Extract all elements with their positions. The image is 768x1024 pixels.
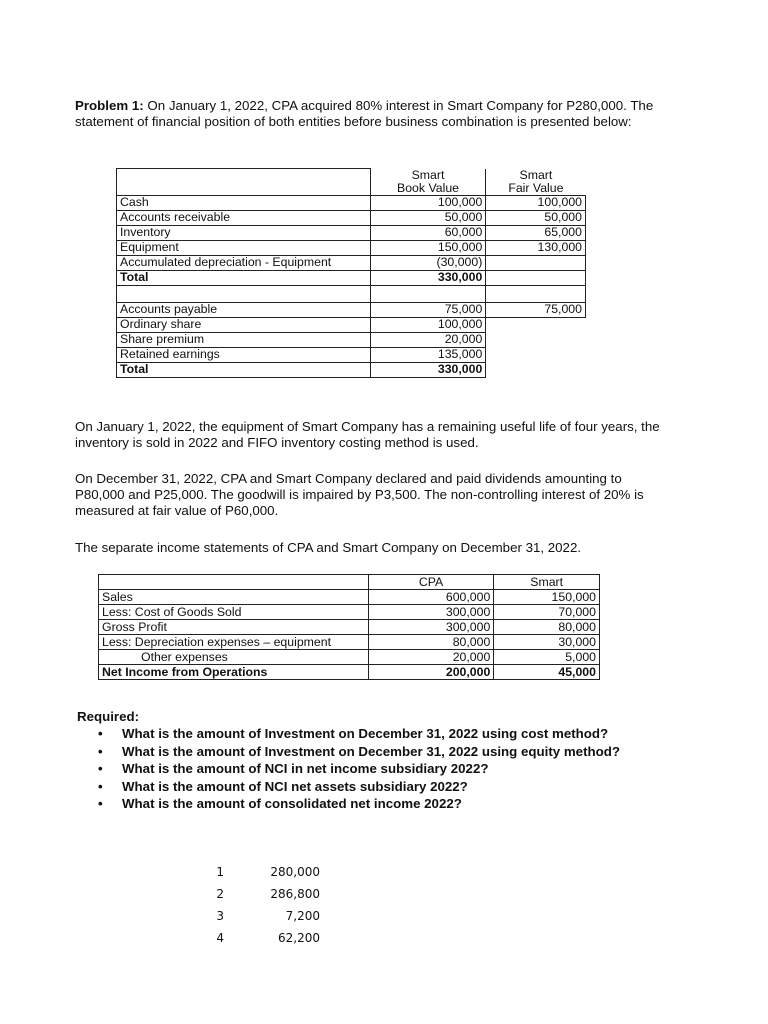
answer-index: 2 <box>216 887 224 901</box>
row-label: Net Income from Operations <box>99 665 369 680</box>
problem-text: On January 1, 2022, CPA acquired 80% interest in Smart Company for P280,000. The statement of financial position of both entities before business combination is presented below: <box>75 98 654 129</box>
answer-row <box>200 909 320 931</box>
cpa-value: 20,000 <box>368 650 494 665</box>
cpa-value: 80,000 <box>368 635 494 650</box>
fair-value: 100,000 <box>486 195 586 210</box>
cpa-value: 300,000 <box>368 605 494 620</box>
fair-value <box>486 317 586 332</box>
smart-value: 70,000 <box>494 605 600 620</box>
list-item: • What is the amount of NCI net assets subsidiary 2022? <box>98 778 620 796</box>
cpa-value: 600,000 <box>368 590 494 605</box>
fair-value: 75,000 <box>486 302 586 317</box>
sfp-header-fair <box>486 169 586 196</box>
book-value: (30,000) <box>370 255 486 270</box>
row-label: Gross Profit <box>99 620 369 635</box>
row-label: Sales <box>99 590 369 605</box>
income-header-blank <box>99 575 369 590</box>
book-value: 20,000 <box>370 332 486 347</box>
fair-value: 50,000 <box>486 210 586 225</box>
sfp-header-fair-line2: Fair Value <box>508 180 564 195</box>
sfp-header-blank <box>117 169 371 196</box>
row-label: Ordinary share <box>117 317 371 332</box>
equipment-paragraph: On January 1, 2022, the equipment of Smart Company has a remaining useful life of four years, the inventory is sold in 2022 and FIFO inventory costing method is used. <box>75 419 660 450</box>
answer-index: 4 <box>216 931 224 945</box>
income-statement-table <box>98 574 600 680</box>
table-row <box>99 605 600 620</box>
total-row <box>99 665 600 680</box>
sfp-header-book-line2: Book Value <box>397 180 459 195</box>
table-row <box>117 347 586 362</box>
table-row <box>99 650 600 665</box>
row-label: Total <box>117 362 371 377</box>
answer-value: 286,800 <box>270 887 320 901</box>
answer-index: 1 <box>216 865 224 879</box>
book-value: 330,000 <box>370 362 486 377</box>
book-value: 50,000 <box>370 210 486 225</box>
dividends-paragraph: On December 31, 2022, CPA and Smart Company declared and paid dividends amounting to P80,000 and P25,000. The goodwill is impaired by P3,500. The non-controlling interest of 20% is measured at fair value of P60,000. <box>75 471 644 518</box>
row-label: Less: Cost of Goods Sold <box>99 605 369 620</box>
answer-row <box>200 931 320 953</box>
table-row <box>117 240 586 255</box>
book-value: 75,000 <box>370 302 486 317</box>
fair-value <box>486 362 586 377</box>
cpa-value: 200,000 <box>368 665 494 680</box>
list-item: • What is the amount of Investment on December 31, 2022 using equity method? <box>98 743 620 761</box>
smart-value: 150,000 <box>494 590 600 605</box>
table-row <box>99 635 600 650</box>
fair-value: 65,000 <box>486 225 586 240</box>
cpa-value: 300,000 <box>368 620 494 635</box>
problem-statement <box>75 98 675 130</box>
financial-position-table <box>116 168 586 378</box>
income-header-cpa: CPA <box>368 575 494 590</box>
row-label: Accumulated depreciation - Equipment <box>117 255 371 270</box>
answer-value: 280,000 <box>270 865 320 879</box>
row-label: Total <box>117 270 371 285</box>
table-row <box>117 225 586 240</box>
book-value: 60,000 <box>370 225 486 240</box>
table-row <box>99 590 600 605</box>
book-value: 135,000 <box>370 347 486 362</box>
answer-value: 7,200 <box>285 909 320 923</box>
row-label: Accounts payable <box>117 302 371 317</box>
book-value: 100,000 <box>370 195 486 210</box>
income-header-smart: Smart <box>494 575 600 590</box>
sfp-header-book-line1: Smart <box>411 167 445 182</box>
problem-label: Problem 1: <box>75 98 144 113</box>
row-label: Equipment <box>117 240 371 255</box>
book-value: 100,000 <box>370 317 486 332</box>
row-label: Share premium <box>117 332 371 347</box>
table-row <box>117 332 586 347</box>
sfp-header-book <box>370 169 486 196</box>
row-label: Less: Depreciation expenses – equipment <box>99 635 369 650</box>
smart-value: 5,000 <box>494 650 600 665</box>
book-value: 330,000 <box>370 270 486 285</box>
list-item: • What is the amount of Investment on December 31, 2022 using cost method? <box>98 725 620 743</box>
smart-value: 45,000 <box>494 665 600 680</box>
answer-row <box>200 887 320 909</box>
row-label: Cash <box>117 195 371 210</box>
total-row <box>117 362 586 377</box>
fair-value <box>486 255 586 270</box>
smart-value: 80,000 <box>494 620 600 635</box>
fair-value: 130,000 <box>486 240 586 255</box>
total-row <box>117 270 586 285</box>
answers-list <box>200 865 320 953</box>
table-row <box>117 195 586 210</box>
required-title: Required: <box>77 709 140 724</box>
table-row <box>99 620 600 635</box>
row-label: Retained earnings <box>117 347 371 362</box>
fair-value <box>486 332 586 347</box>
row-label: Inventory <box>117 225 371 240</box>
sfp-header-fair-line1: Smart <box>519 167 553 182</box>
fair-value <box>486 347 586 362</box>
spacer-row <box>117 285 586 302</box>
table-row <box>117 210 586 225</box>
list-item: • What is the amount of NCI in net income subsidiary 2022? <box>98 760 620 778</box>
book-value: 150,000 <box>370 240 486 255</box>
fair-value <box>486 270 586 285</box>
row-label: Other expenses <box>99 650 369 665</box>
required-list <box>98 725 620 813</box>
table-row <box>117 302 586 317</box>
income-statement-intro: The separate income statements of CPA and Smart Company on December 31, 2022. <box>75 540 582 555</box>
smart-value: 30,000 <box>494 635 600 650</box>
table-row <box>117 255 586 270</box>
table-row <box>117 317 586 332</box>
answer-value: 62,200 <box>278 931 320 945</box>
answer-row <box>200 865 320 887</box>
list-item: • What is the amount of consolidated net income 2022? <box>98 795 620 813</box>
row-label: Accounts receivable <box>117 210 371 225</box>
answer-index: 3 <box>216 909 224 923</box>
